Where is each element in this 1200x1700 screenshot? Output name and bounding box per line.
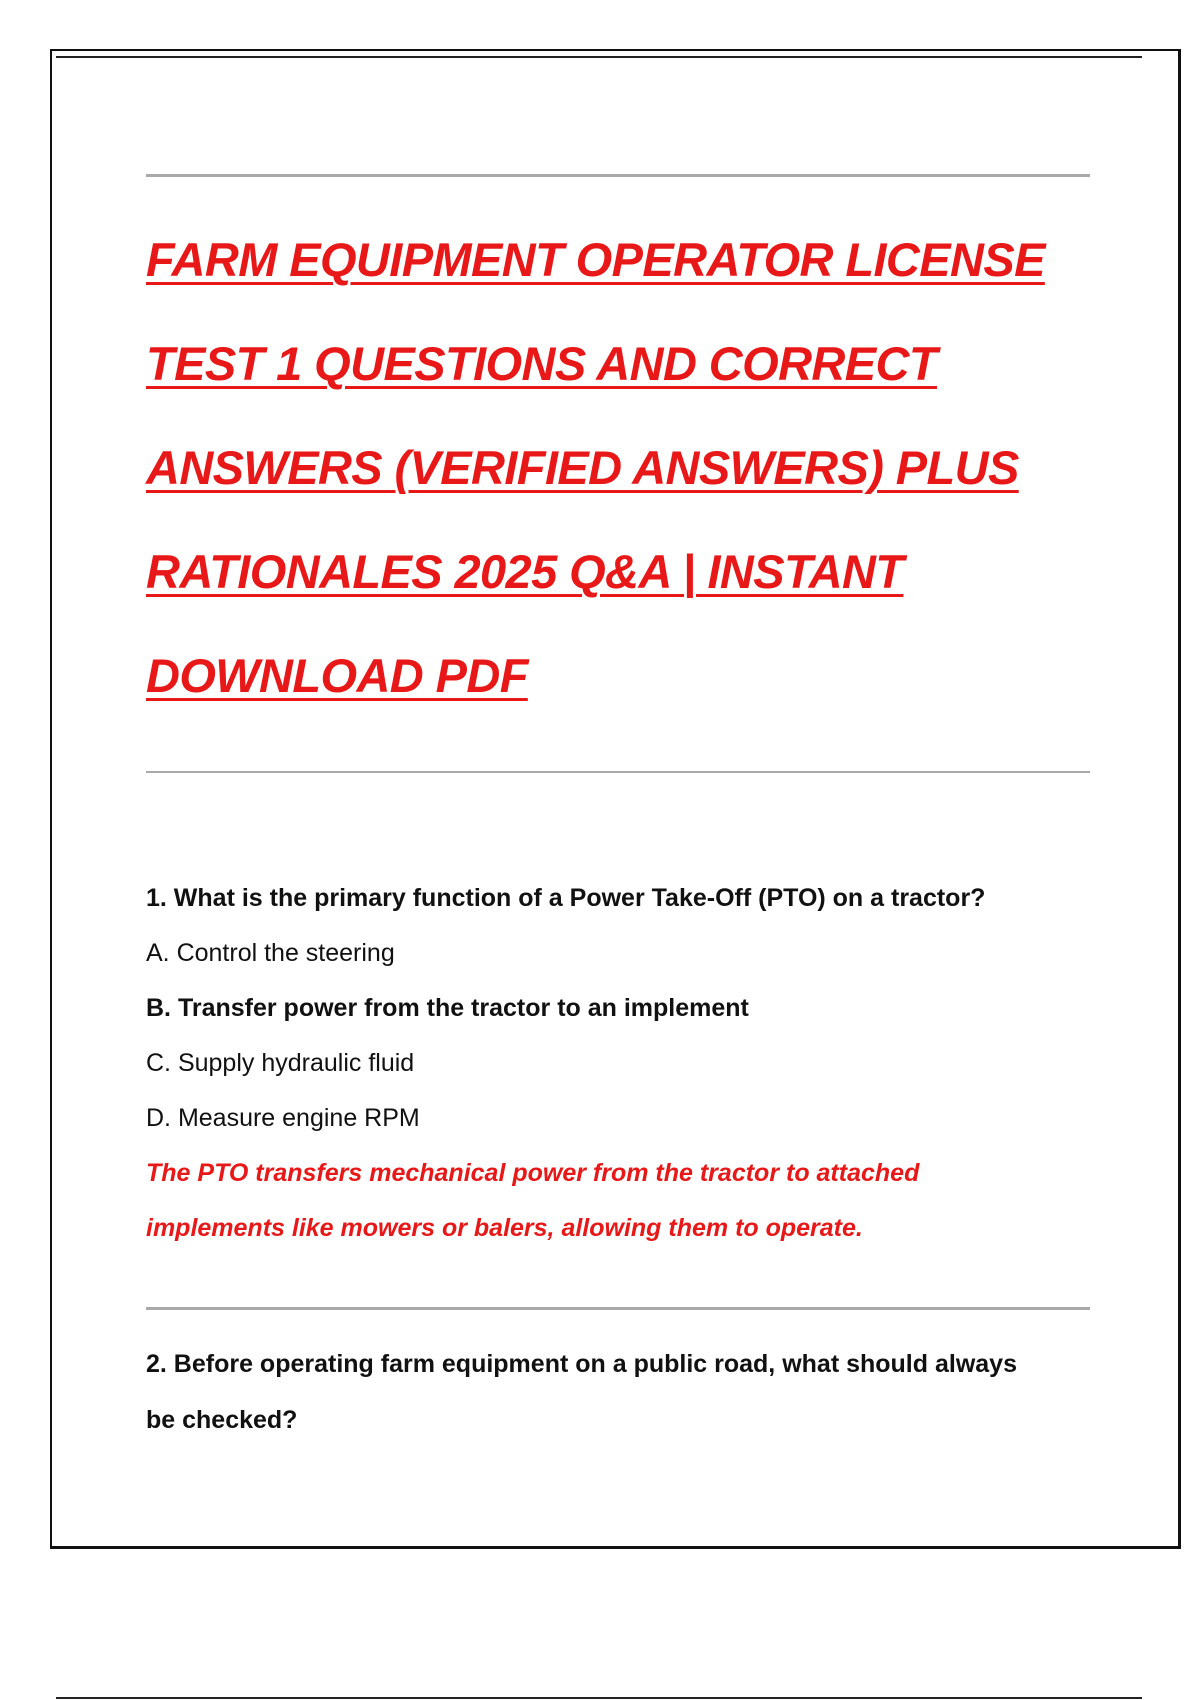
- question-1-option-d: D. Measure engine RPM: [146, 1104, 420, 1132]
- title-line-1: FARM EQUIPMENT OPERATOR LICENSE: [146, 233, 1045, 286]
- title-line-5: DOWNLOAD PDF: [146, 649, 528, 702]
- question-1-rationale-line-2: implements like mowers or balers, allowing them to operate.: [146, 1214, 863, 1242]
- question-1-option-c: C. Supply hydraulic fluid: [146, 1049, 415, 1077]
- question-1-rationale-line-1: The PTO transfers mechanical power from the tractor to attached: [146, 1159, 920, 1187]
- question-1-option-b-correct: B. Transfer power from the tractor to an implement: [146, 994, 749, 1022]
- title-line-3: ANSWERS (VERIFIED ANSWERS) PLUS: [146, 441, 1019, 494]
- next-page-top-line: [56, 1697, 1142, 1699]
- question-2-text-line-1: 2. Before operating farm equipment on a public road, what should always: [146, 1350, 1017, 1378]
- question-2-text-line-2: be checked?: [146, 1406, 298, 1434]
- question-1-text: 1. What is the primary function of a Power Take-Off (PTO) on a tractor?: [146, 884, 986, 912]
- question-1-option-a: A. Control the steering: [146, 939, 395, 967]
- frame-top-line: [56, 56, 1142, 58]
- title-line-2: TEST 1 QUESTIONS AND CORRECT: [146, 337, 937, 390]
- divider-between-questions: [146, 1307, 1090, 1310]
- title-line-4: RATIONALES 2025 Q&A | INSTANT: [146, 545, 904, 598]
- question-block-2: [146, 1336, 1106, 1448]
- question-block-1: [146, 870, 1106, 1256]
- document-title: [146, 208, 1106, 728]
- divider-top: [146, 174, 1090, 177]
- divider-after-title: [146, 771, 1090, 773]
